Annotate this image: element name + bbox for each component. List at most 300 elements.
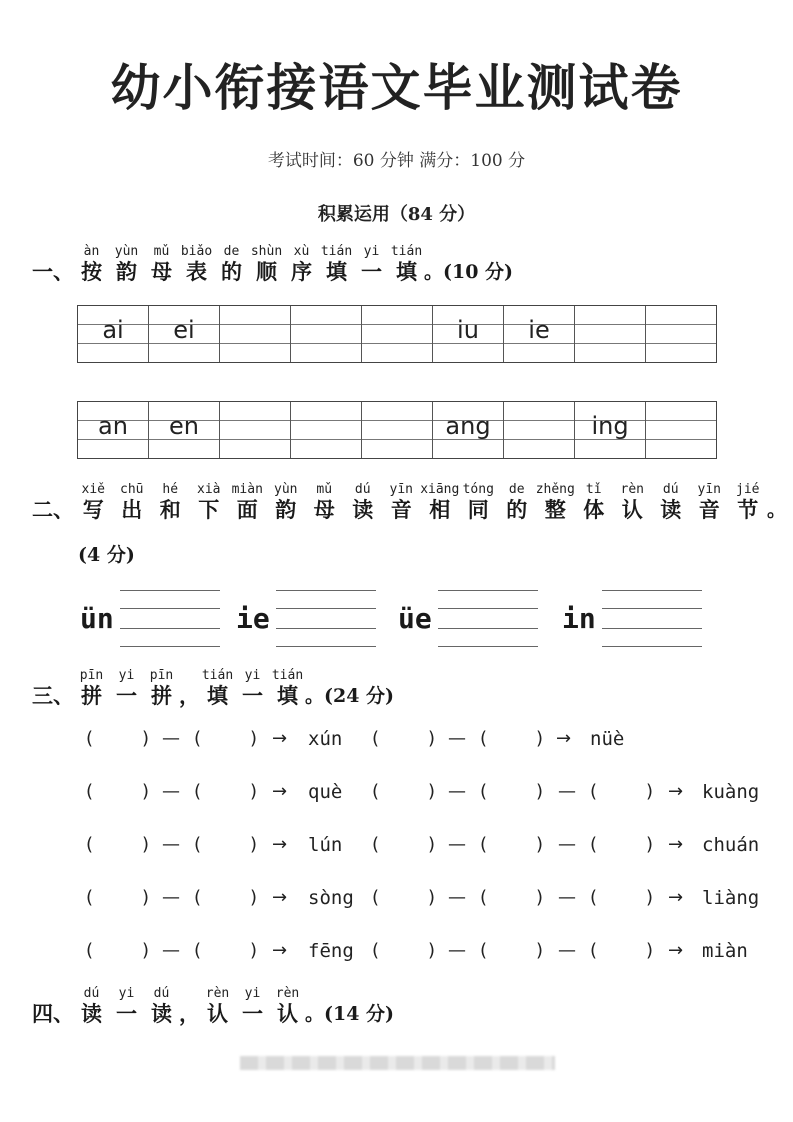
dash: — [558, 940, 576, 961]
pinyin-annotation: rèn [620, 482, 644, 497]
page-title: 幼小衔接语文毕业测试卷 [110, 59, 683, 117]
hanzi-character: ， [179, 1001, 200, 1026]
writing-line [276, 590, 376, 591]
dash: — [162, 887, 180, 908]
writing-line [602, 628, 702, 629]
vowel-grid-1 [77, 305, 717, 363]
ruby-char [200, 986, 235, 1027]
question-1-heading [32, 244, 513, 285]
section-heading: 积累运用（84 分） [317, 204, 476, 225]
grid-cell [432, 402, 503, 458]
guide-line [291, 324, 361, 325]
blank-final[interactable] [600, 781, 640, 805]
ruby-char [319, 244, 354, 285]
paren-close: ) [646, 834, 654, 855]
paren-close: ) [250, 834, 258, 855]
vowel-text: ai [102, 316, 124, 344]
blurred-watermark [240, 1056, 555, 1070]
blank-final[interactable] [204, 728, 244, 752]
blank-initial[interactable] [382, 887, 422, 911]
paren-close: ) [536, 781, 544, 802]
pinyin-annotation: xiě [81, 482, 105, 497]
ruby-char [536, 482, 575, 523]
guide-line [362, 420, 432, 421]
paren-close: ) [428, 834, 436, 855]
vowel-grid-2 [77, 401, 717, 459]
guide-line [504, 439, 574, 440]
ruby-char [421, 482, 460, 523]
hanzi-character: 音 [390, 497, 412, 522]
hanzi-character: 写 [82, 497, 104, 522]
hanzi-character: 填 [396, 259, 417, 284]
paren-close: ) [646, 781, 654, 802]
ruby-char [270, 668, 305, 709]
grid-cell[interactable] [219, 306, 290, 362]
paren-close: ) [142, 887, 150, 908]
ruby-char [113, 482, 152, 523]
ruby-char [144, 244, 179, 285]
answer-syllable: chuán [702, 834, 760, 856]
guide-line [362, 324, 432, 325]
ruby-char [575, 482, 614, 523]
paren-open: ( [86, 887, 94, 908]
grid-cell[interactable] [361, 402, 432, 458]
hanzi-character: 表 [186, 259, 207, 284]
pinyin-annotation: àn [83, 244, 100, 259]
paren-close: ) [142, 834, 150, 855]
question-3-text [74, 668, 305, 709]
pinyin-annotation: miàn [231, 482, 263, 497]
ruby-char [190, 482, 229, 523]
paren-open: ( [590, 887, 598, 908]
pinyin-annotation: xù [293, 244, 310, 259]
guide-line [575, 343, 645, 344]
paren-open: ( [194, 887, 202, 908]
guide-line [646, 439, 716, 440]
ruby-char [144, 668, 179, 709]
ruby-char [270, 986, 305, 1027]
writing-line [602, 590, 702, 591]
paren-close: ) [250, 887, 258, 908]
question-number: 四、 [32, 1001, 74, 1026]
grid-cell [78, 306, 148, 362]
blank-medial[interactable] [490, 781, 530, 805]
pinyin-annotation: xiāng [420, 482, 460, 497]
ruby-char [249, 244, 284, 285]
hanzi-character: 和 [159, 497, 181, 522]
pinyin-annotation: rèn [275, 986, 300, 1001]
arrow-icon: → [668, 887, 684, 908]
question-number: 三、 [32, 683, 74, 708]
grid-cell[interactable] [503, 402, 574, 458]
question-1-text [74, 244, 424, 285]
blank-initial[interactable] [96, 887, 136, 911]
ruby-char [613, 482, 652, 523]
grid-cell[interactable] [219, 402, 290, 458]
syllable-item [80, 590, 220, 646]
question-3-heading [32, 668, 394, 709]
paren-open: ( [372, 728, 380, 749]
paren-open: ( [480, 728, 488, 749]
grid-cell[interactable] [290, 306, 361, 362]
hanzi-character: 母 [313, 497, 335, 522]
ruby-char [109, 986, 144, 1027]
writing-line [602, 646, 702, 647]
ruby-char [179, 986, 200, 1027]
hanzi-character: 认 [207, 1001, 228, 1026]
hanzi-character: 认 [277, 1001, 298, 1026]
ruby-char [344, 482, 383, 523]
dash: — [162, 940, 180, 961]
vowel-text: ie [528, 316, 550, 344]
arrow-icon: → [556, 728, 572, 749]
grid-cell [148, 306, 219, 362]
question-score: 。(10 分) [424, 261, 514, 283]
hanzi-character: 认 [621, 497, 643, 522]
writing-lines[interactable] [438, 590, 538, 646]
blank-final[interactable] [204, 834, 244, 858]
answer-syllable: miàn [702, 940, 748, 962]
hanzi-character: 读 [151, 1001, 172, 1026]
hanzi-character: 按 [81, 259, 102, 284]
hanzi-character: 序 [291, 259, 312, 284]
syllable-label: in [562, 601, 596, 635]
writing-line [276, 628, 376, 629]
paren-open: ( [86, 728, 94, 749]
exam-info: 考试时间：60 分钟 满分：100 分 [267, 151, 526, 171]
paren-open: ( [194, 728, 202, 749]
paren-open: ( [590, 940, 598, 961]
ruby-char [652, 482, 691, 523]
pinyin-annotation: hé [162, 482, 179, 497]
hanzi-character: 的 [221, 259, 242, 284]
pinyin-annotation: chū [120, 482, 144, 497]
guide-line [575, 324, 645, 325]
paren-open: ( [590, 781, 598, 802]
vowel-text: en [169, 412, 199, 440]
question-2-text [74, 482, 767, 523]
pinyin-annotation: dú [153, 986, 170, 1001]
pinyin-annotation: yi [118, 668, 135, 683]
question-4-heading [32, 986, 394, 1027]
hanzi-character: 拼 [81, 683, 102, 708]
question-4-text [74, 986, 305, 1027]
pinyin-annotation: xià [197, 482, 221, 497]
hanzi-character: ， [179, 683, 200, 708]
question-score: 。(14 分) [305, 1003, 395, 1025]
answer-syllable: kuàng [702, 781, 760, 803]
pinyin-annotation: tóng [462, 482, 494, 497]
hanzi-character: 同 [467, 497, 489, 522]
ruby-char [200, 668, 235, 709]
hanzi-character: 顺 [256, 259, 277, 284]
paren-open: ( [194, 781, 202, 802]
blank-initial[interactable] [382, 781, 422, 805]
hanzi-character: 面 [236, 497, 258, 522]
ruby-char [235, 668, 270, 709]
grid-cell[interactable] [290, 402, 361, 458]
blank-initial[interactable] [382, 834, 422, 858]
arrow-icon: → [668, 781, 684, 802]
answer-syllable: xún [308, 728, 343, 750]
arrow-icon: → [272, 781, 288, 802]
blank-initial[interactable] [96, 940, 136, 964]
vowel-text: iu [457, 316, 479, 344]
ruby-char [74, 482, 113, 523]
question-punct: 。 [767, 499, 787, 521]
blank-medial[interactable] [490, 887, 530, 911]
pinyin-annotation: dú [354, 482, 371, 497]
pinyin-annotation: jié [736, 482, 760, 497]
pinyin-annotation: tǐ [585, 482, 602, 497]
paren-close: ) [428, 887, 436, 908]
blank-initial[interactable] [96, 834, 136, 858]
paren-close: ) [142, 940, 150, 961]
hanzi-character: 整 [544, 497, 566, 522]
paren-open: ( [372, 834, 380, 855]
ruby-char [74, 986, 109, 1027]
hanzi-character: 下 [198, 497, 220, 522]
ruby-char [284, 244, 319, 285]
paren-close: ) [142, 728, 150, 749]
paren-open: ( [480, 781, 488, 802]
hanzi-character: 节 [737, 497, 759, 522]
guide-line [362, 343, 432, 344]
ruby-char [382, 482, 421, 523]
writing-line [276, 646, 376, 647]
blank-final[interactable] [600, 834, 640, 858]
writing-line [438, 628, 538, 629]
hanzi-character: 一 [361, 259, 382, 284]
pinyin-annotation: pīn [149, 668, 174, 683]
answer-syllable: fēng [308, 940, 354, 962]
hanzi-character: 韵 [275, 497, 297, 522]
pinyin-annotation: yi [244, 668, 261, 683]
arrow-icon: → [272, 834, 288, 855]
paren-open: ( [480, 834, 488, 855]
ruby-char [389, 244, 424, 285]
pinyin-annotation: biǎo [180, 244, 213, 259]
hanzi-character: 读 [81, 1001, 102, 1026]
answer-syllable: liàng [702, 887, 760, 909]
writing-line [120, 608, 220, 609]
grid-cell[interactable] [645, 306, 716, 362]
paren-close: ) [646, 940, 654, 961]
ruby-char [690, 482, 729, 523]
pinyin-row [82, 940, 782, 970]
blank-final[interactable] [600, 887, 640, 911]
pinyin-annotation: yīn [697, 482, 721, 497]
vowel-text: ei [173, 316, 195, 344]
hanzi-character: 拼 [151, 683, 172, 708]
blank-final[interactable] [204, 887, 244, 911]
dash: — [448, 887, 466, 908]
grid-cell [78, 402, 148, 458]
guide-line [362, 439, 432, 440]
paren-close: ) [142, 781, 150, 802]
pinyin-annotation: tián [201, 668, 234, 683]
ruby-char [228, 482, 267, 523]
paren-close: ) [646, 887, 654, 908]
answer-syllable: nüè [590, 728, 625, 750]
question-score: 。(24 分) [305, 685, 395, 707]
ruby-char [498, 482, 537, 523]
writing-line [120, 590, 220, 591]
writing-lines[interactable] [602, 590, 702, 646]
blank-final[interactable] [600, 940, 640, 964]
pinyin-annotation: mǔ [316, 482, 333, 497]
pinyin-annotation: tián [320, 244, 353, 259]
writing-lines[interactable] [276, 590, 376, 646]
grid-cell [503, 306, 574, 362]
hanzi-character: 出 [121, 497, 143, 522]
ruby-char [305, 482, 344, 523]
vowel-text: ang [445, 412, 491, 440]
paren-close: ) [536, 728, 544, 749]
ruby-char [267, 482, 306, 523]
blank-initial[interactable] [382, 940, 422, 964]
question-number: 一、 [32, 259, 74, 284]
answer-syllable: lún [308, 834, 343, 856]
blank-initial[interactable] [96, 728, 136, 752]
blank-final[interactable] [204, 940, 244, 964]
guide-line [646, 420, 716, 421]
hanzi-character: 一 [116, 683, 137, 708]
pinyin-annotation: yùn [114, 244, 139, 259]
syllable-item [562, 590, 702, 646]
dash: — [448, 940, 466, 961]
syllable-item [236, 590, 376, 646]
paren-open: ( [590, 834, 598, 855]
writing-line [276, 608, 376, 609]
ruby-char [459, 482, 498, 523]
guide-line [646, 324, 716, 325]
arrow-icon: → [272, 728, 288, 749]
pinyin-annotation: tián [271, 668, 304, 683]
paren-open: ( [372, 887, 380, 908]
pinyin-annotation: rèn [205, 986, 230, 1001]
pinyin-annotation: mǔ [153, 244, 170, 259]
blank-final[interactable] [204, 781, 244, 805]
pinyin-row [82, 834, 782, 864]
guide-line [646, 343, 716, 344]
guide-line [220, 420, 290, 421]
pinyin-annotation: pīn [79, 668, 104, 683]
pinyin-annotation: shùn [250, 244, 283, 259]
hanzi-character: 母 [151, 259, 172, 284]
paren-close: ) [428, 781, 436, 802]
ruby-char [74, 244, 109, 285]
blank-medial[interactable] [490, 728, 530, 752]
blank-medial[interactable] [490, 940, 530, 964]
dash: — [558, 781, 576, 802]
hanzi-character: 一 [242, 1001, 263, 1026]
dash: — [162, 834, 180, 855]
ruby-char [74, 668, 109, 709]
writing-lines[interactable] [120, 590, 220, 646]
ruby-char [235, 986, 270, 1027]
pinyin-annotation: yi [363, 244, 380, 259]
paren-close: ) [250, 940, 258, 961]
pinyin-row [82, 781, 782, 811]
pinyin-annotation: de [508, 482, 525, 497]
pinyin-annotation: dú [83, 986, 100, 1001]
hanzi-character: 一 [116, 1001, 137, 1026]
grid-cell[interactable] [645, 402, 716, 458]
writing-line [438, 646, 538, 647]
dash: — [448, 781, 466, 802]
writing-line [120, 628, 220, 629]
grid-cell [574, 402, 645, 458]
paren-open: ( [194, 940, 202, 961]
hanzi-character: 读 [660, 497, 682, 522]
pinyin-annotation: yi [244, 986, 261, 1001]
paren-open: ( [86, 781, 94, 802]
dash: — [162, 728, 180, 749]
ruby-char [109, 668, 144, 709]
pinyin-annotation: yi [118, 986, 135, 1001]
arrow-icon: → [272, 887, 288, 908]
writing-line [602, 608, 702, 609]
vowel-text: an [98, 412, 128, 440]
pinyin-annotation [186, 986, 194, 1001]
hanzi-character: 体 [583, 497, 605, 522]
hanzi-character: 韵 [116, 259, 137, 284]
paren-open: ( [372, 781, 380, 802]
arrow-icon: → [668, 834, 684, 855]
paren-close: ) [428, 940, 436, 961]
paren-open: ( [86, 940, 94, 961]
ruby-char [151, 482, 190, 523]
dash: — [162, 781, 180, 802]
blank-initial[interactable] [96, 781, 136, 805]
ruby-char [144, 986, 179, 1027]
vowel-text: ing [591, 412, 629, 440]
ruby-char [354, 244, 389, 285]
writing-line [438, 608, 538, 609]
blank-initial[interactable] [382, 728, 422, 752]
guide-line [220, 324, 290, 325]
grid-cell [148, 402, 219, 458]
guide-line [504, 420, 574, 421]
grid-cell[interactable] [574, 306, 645, 362]
ruby-char [109, 244, 144, 285]
paren-open: ( [86, 834, 94, 855]
ruby-char [179, 668, 200, 709]
syllable-label: ün [80, 601, 114, 635]
hanzi-character: 填 [207, 683, 228, 708]
grid-cell[interactable] [361, 306, 432, 362]
answer-syllable: què [308, 781, 343, 803]
hanzi-character: 填 [277, 683, 298, 708]
dash: — [558, 834, 576, 855]
paren-close: ) [536, 834, 544, 855]
pinyin-annotation: yīn [389, 482, 413, 497]
hanzi-character: 填 [326, 259, 347, 284]
guide-line [220, 343, 290, 344]
blank-medial[interactable] [490, 834, 530, 858]
paren-open: ( [480, 940, 488, 961]
paren-open: ( [372, 940, 380, 961]
writing-line [438, 590, 538, 591]
paren-close: ) [428, 728, 436, 749]
answer-syllable: sòng [308, 887, 354, 909]
pinyin-annotation [186, 668, 194, 683]
pinyin-annotation: tián [390, 244, 423, 259]
writing-line [120, 646, 220, 647]
guide-line [220, 439, 290, 440]
ruby-char [214, 244, 249, 285]
